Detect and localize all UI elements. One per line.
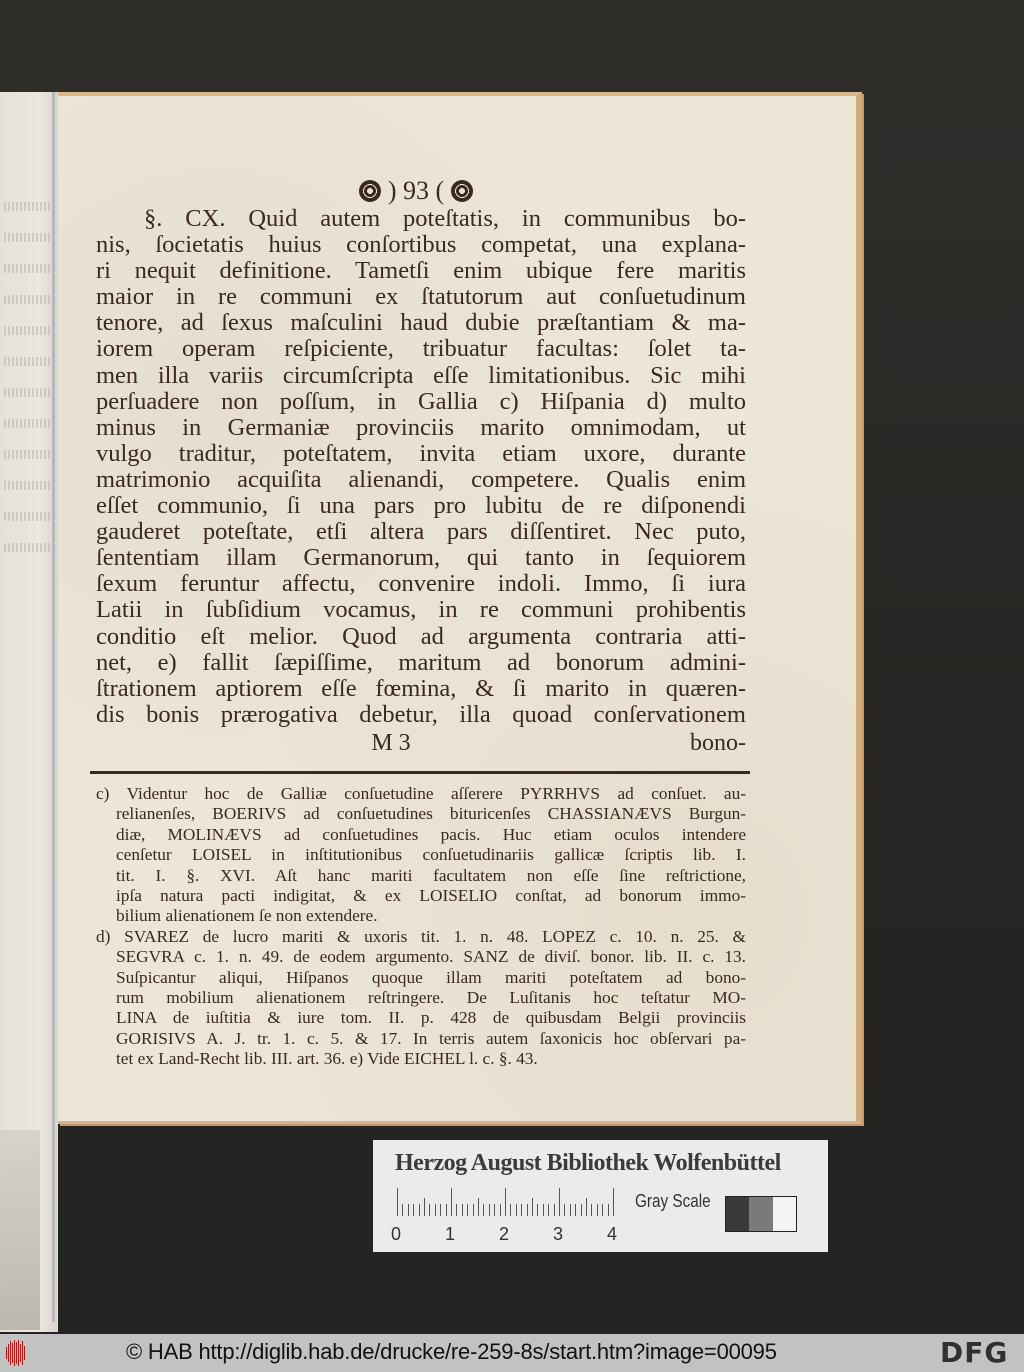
text-line: vulgo traditur, poteſtatem, invita etiam uxore, durante bbox=[96, 439, 746, 467]
ruler-tick bbox=[397, 1188, 398, 1216]
ruler-tick bbox=[419, 1204, 420, 1216]
ruler-tick bbox=[608, 1204, 609, 1216]
text-line: minus in Germaniæ provinciis marito omnimodam, ut bbox=[96, 413, 746, 441]
footnote-line: tet ex Land-Recht lib. III. art. 36. e) Vide EICHEL l. c. §. 43. bbox=[116, 1049, 538, 1069]
ruler-tick bbox=[429, 1204, 430, 1216]
page-content bbox=[96, 176, 746, 1070]
page-header bbox=[86, 176, 746, 206]
text-line: dis bonis prærogativa debetur, illa quoad conſervationem bbox=[96, 700, 746, 728]
ruler-tick bbox=[613, 1188, 614, 1216]
footnote-line: cenſetur LOISEL in inſtitutionibus conſuetudinariis gallicæ ſcriptis lib. I. bbox=[116, 845, 746, 865]
footnote-c bbox=[96, 784, 746, 927]
text-line: conditio eſt melior. Quod ad argumenta contraria atti- bbox=[96, 622, 746, 650]
footnote-line: Suſpicantur aliqui, Hiſpanos quoque illam mariti poteſtatem ad bono- bbox=[116, 967, 746, 987]
footnote-line: ipſa natura pacti indigitat, & ex LOISELIO conſtat, ad bonorum immo- bbox=[116, 885, 746, 905]
text-line: eſſet communio, ſi una pars pro lubitu de re diſponendi bbox=[96, 492, 746, 520]
ruler-tick bbox=[543, 1204, 544, 1216]
text-line: net, e) fallit ſæpiſſime, maritum ad bonorum admini- bbox=[96, 648, 746, 676]
ruler-tick bbox=[597, 1204, 598, 1216]
footer-bar bbox=[0, 1334, 1024, 1372]
ruler-tick bbox=[440, 1204, 441, 1216]
text-line: ſexum feruntur affectu, convenire indoli. Immo, ſi iura bbox=[96, 570, 746, 598]
text-line: matrimonio acquiſita alienandi, competere. Qualis enim bbox=[96, 465, 746, 493]
ruler-tick bbox=[451, 1188, 452, 1216]
ruler-tick bbox=[564, 1204, 565, 1216]
footnote-line: SEGVRA c. 1. n. 49. de eodem argumento. SANZ de diviſ. bonor. lib. II. c. 13. bbox=[116, 947, 746, 967]
text-line: men illa variis circumſcripta eſſe limitationibus. Sic mihi bbox=[96, 361, 746, 389]
page-number: ) 93 ( bbox=[387, 176, 445, 205]
gray-scale-swatch bbox=[725, 1196, 797, 1232]
gray-swatch-light bbox=[773, 1197, 796, 1231]
text-line: iorem operam reſpiciente, tribuatur facultas: ſolet ta- bbox=[96, 335, 746, 363]
ruler-tick bbox=[478, 1198, 479, 1216]
ruler-tick bbox=[505, 1188, 506, 1216]
hab-logo-icon bbox=[6, 1340, 28, 1366]
text-line: ſententiam illam Germanorum, qui tanto in ſequiorem bbox=[96, 544, 746, 572]
ruler-tick bbox=[591, 1204, 592, 1216]
ruler-tick bbox=[494, 1204, 495, 1216]
footnotes bbox=[96, 784, 746, 1070]
ruler-tick bbox=[413, 1204, 414, 1216]
signature-mark: M 3 bbox=[371, 729, 411, 756]
footnote-line: tit. I. §. XVI. Aſt hanc mariti facultatem non eſſe ſine reſtrictione, bbox=[116, 865, 746, 885]
ruler-tick bbox=[489, 1204, 490, 1216]
library-name: Herzog August Bibliothek Wolfenbüttel bbox=[395, 1150, 781, 1176]
ruler-tick bbox=[532, 1198, 533, 1216]
gray-swatch-dark bbox=[726, 1197, 749, 1231]
ruler-tick bbox=[456, 1204, 457, 1216]
footnote-d bbox=[96, 927, 746, 1070]
rosette-ornament-icon bbox=[359, 180, 381, 202]
copyright-link[interactable]: © HAB http://diglib.hab.de/drucke/re-259-8s/start.htm?image=00095 bbox=[126, 1339, 777, 1364]
ruler-label: 3 bbox=[553, 1224, 564, 1244]
ruler-tick bbox=[602, 1204, 603, 1216]
text-line: ri nequit definitione. Tametſi enim ubique fere maritis bbox=[96, 257, 746, 285]
ruler-tick bbox=[424, 1198, 425, 1216]
book-page bbox=[58, 92, 862, 1124]
footnote-line: bilium alienationem ſe non extendere. bbox=[116, 906, 378, 926]
ruler-tick bbox=[586, 1198, 587, 1216]
footnote-line: relianenſes, BOERIVS ad conſuetudines bituricenſes CHASSIANÆVS Burgun- bbox=[116, 804, 746, 824]
scale-ruler bbox=[397, 1192, 621, 1216]
gray-scale-label: Gray Scale bbox=[635, 1191, 711, 1211]
footnote-rule bbox=[90, 771, 750, 774]
signature-line bbox=[96, 730, 746, 757]
ruler-label: 1 bbox=[445, 1224, 456, 1244]
text-line: nis, ſocietatis huius conſortibus competat, una explana- bbox=[96, 231, 746, 259]
ruler-tick bbox=[548, 1204, 549, 1216]
ruler-tick bbox=[446, 1204, 447, 1216]
ruler-tick bbox=[483, 1204, 484, 1216]
footnote-line: d) SVAREZ de lucro mariti & uxoris tit. 1. n. 48. LOPEZ c. 10. n. 25. & bbox=[96, 926, 746, 946]
facing-page-bleedthrough bbox=[4, 202, 50, 574]
ruler-tick bbox=[500, 1204, 501, 1216]
text-line: gauderet poteſtate, etſi altera pars diſſentiret. Nec puto, bbox=[96, 518, 746, 546]
ruler-tick bbox=[554, 1204, 555, 1216]
rosette-ornament-icon bbox=[451, 180, 473, 202]
ruler-tick bbox=[462, 1204, 463, 1216]
gray-swatch-mid bbox=[749, 1197, 772, 1231]
text-line: §. CX. Quid autem poteſtatis, in communibus bo- bbox=[144, 205, 746, 232]
ruler-tick bbox=[473, 1204, 474, 1216]
footnote-line: GORISIVS A. J. tr. 1. c. 5. & 17. In terris autem ſaxonicis hoc obſervari pa- bbox=[116, 1028, 746, 1048]
text-line: Latii in ſubſidium vocamus, in re communi prohibentis bbox=[96, 596, 746, 624]
text-line: ſtrationem aptiorem eſſe fœmina, & ſi marito in quæren- bbox=[96, 674, 746, 702]
ruler-tick bbox=[402, 1204, 403, 1216]
footnote-line: diæ, MOLINÆVS ad conſuetudines pacis. Huc etiam oculos intendere bbox=[116, 824, 746, 844]
ruler-tick bbox=[537, 1204, 538, 1216]
footnote-line: c) Videntur hoc de Galliæ conſuetudine aſſerere PYRRHVS ad conſuet. au- bbox=[96, 783, 746, 803]
ruler-label: 2 bbox=[499, 1224, 510, 1244]
ruler-tick bbox=[575, 1204, 576, 1216]
ruler-tick bbox=[559, 1188, 560, 1216]
ruler-label: 4 bbox=[607, 1224, 618, 1244]
ruler-tick bbox=[510, 1204, 511, 1216]
ruler-tick bbox=[516, 1204, 517, 1216]
text-line: tenore, ad ſexus maſculini haud dubie præſtantiam & ma- bbox=[96, 309, 746, 337]
ruler-tick bbox=[467, 1204, 468, 1216]
ruler-tick bbox=[408, 1204, 409, 1216]
catchword: bono- bbox=[690, 729, 746, 756]
ruler-tick bbox=[435, 1204, 436, 1216]
ruler-tick bbox=[570, 1204, 571, 1216]
color-card bbox=[373, 1140, 828, 1252]
main-text bbox=[96, 206, 746, 728]
ruler-tick bbox=[527, 1204, 528, 1216]
ruler-tick bbox=[581, 1204, 582, 1216]
ruler-tick bbox=[521, 1204, 522, 1216]
book-cradle bbox=[0, 1130, 40, 1330]
text-line: maior in re communi ex ſtatutorum aut conſuetudinum bbox=[96, 283, 746, 311]
ruler-label: 0 bbox=[391, 1224, 402, 1244]
glass-plate-edge bbox=[52, 92, 55, 1322]
text-line: perſuadere non poſſum, in Gallia c) Hiſpania d) multo bbox=[96, 387, 746, 415]
footnote-line: rum mobilium alienationem reſtringere. De Luſitanis hoc teſtatur MO- bbox=[116, 987, 746, 1007]
footnote-line: LINA de iuſtitia & iure tom. II. p. 428 de quibusdam Belgii provinciis bbox=[116, 1008, 746, 1028]
dfg-logo-icon: DFG bbox=[940, 1336, 1009, 1369]
